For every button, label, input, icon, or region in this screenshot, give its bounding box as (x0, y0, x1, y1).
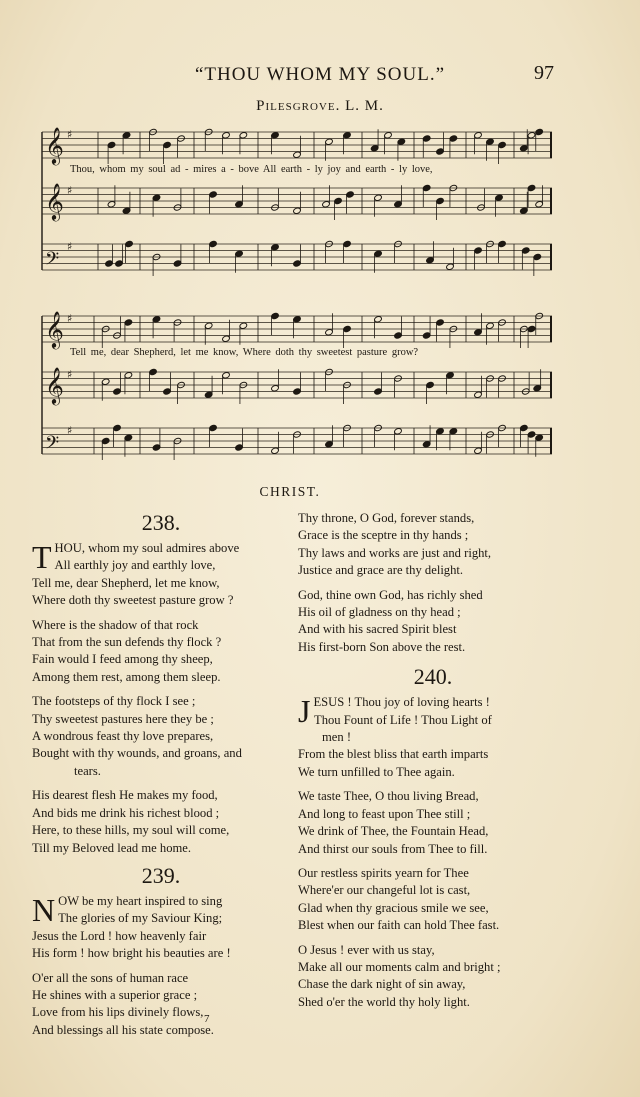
clef-icon: 𝄞 (45, 182, 64, 220)
note-head (535, 434, 544, 441)
note-head (436, 319, 445, 326)
verse-line: tears. (74, 763, 101, 778)
section-heading: CHRIST. (259, 484, 321, 499)
note-head (235, 250, 244, 257)
note-head (152, 444, 161, 451)
note-head (149, 368, 158, 375)
note-head (449, 428, 458, 435)
verse-line: O'er all the sons of human race (32, 970, 189, 985)
hymn-number: 240. (413, 664, 453, 690)
note-head (271, 312, 280, 319)
note-head (370, 145, 379, 152)
verse-line: ESUS ! Thou joy of loving hearts ! (313, 695, 490, 710)
verse-line: We taste Thee, O thou living Bread, (298, 789, 479, 804)
note-head (436, 197, 445, 204)
verse-line: Thy throne, O God, forever stands, (298, 511, 475, 525)
verse-line: And long to feast upon Thee still ; (298, 806, 471, 821)
note-head (436, 148, 445, 155)
note-head (346, 191, 355, 198)
verse-line: God, thine own God, has richly shed (298, 587, 483, 602)
verse-line: The footsteps of thy flock I see ; (32, 694, 196, 709)
signature-mark: 7 (204, 1013, 210, 1025)
tune-title (0, 98, 640, 115)
verse-line: He shines with a superior grace ; (32, 987, 198, 1002)
note-head (374, 388, 383, 395)
note-head (325, 329, 334, 336)
lyrics-system-1: Thou, whom my soul ad - mires a - bove All earth - ly joy and earth - ly love, (70, 164, 433, 175)
key-signature-icon: ♯ (67, 239, 73, 253)
verse-line: His form ! how bright his beauties are ! (32, 946, 231, 961)
note-head (239, 132, 248, 139)
verse-line: Where'er our changeful lot is cast, (298, 883, 471, 898)
note-head (115, 260, 124, 267)
lyrics-system-2: Tell me, dear Shepherd, let me know, Where doth thy sweetest pasture grow? (70, 347, 419, 358)
drop-initial: J (298, 693, 311, 730)
note-head (474, 391, 483, 398)
verse-line: O Jesus ! ever with us stay, (298, 942, 435, 957)
note-head (521, 247, 530, 254)
note-head (486, 138, 495, 145)
verse-line: Among them rest, among them sleep. (32, 669, 221, 684)
verse-line: And blessings all his state compose. (32, 1022, 214, 1037)
verse-line: We turn unfilled to Thee again. (298, 764, 455, 779)
hymn-238 (32, 510, 290, 857)
note-head (204, 322, 213, 329)
right-column (298, 510, 568, 1011)
note-head (122, 132, 131, 139)
note-head (122, 207, 131, 214)
verse-line: Make all our moments calm and bright ; (298, 959, 501, 974)
page-number: 97 (534, 62, 554, 84)
verse-line: Thy laws and works are just and right, (298, 545, 492, 560)
hymn-240 (298, 664, 568, 1011)
key-signature-icon: ♯ (67, 127, 73, 141)
note-head (535, 201, 544, 208)
verse-line: Fain would I feed among thy sheep, (32, 652, 213, 667)
note-head (271, 132, 280, 139)
note-head (520, 145, 529, 152)
left-column (32, 508, 290, 1039)
verse-line: Shed o'er the world thy holy light. (298, 994, 470, 1009)
verse-line: The glories of my Saviour King; (58, 911, 223, 926)
verse-line: His dearest flesh He makes my food, (32, 788, 218, 803)
note-head (520, 207, 529, 214)
note-head (394, 428, 403, 435)
verse-line: Jesus the Lord ! how heavenly fair (32, 928, 207, 943)
note-head (173, 260, 182, 267)
note-head (449, 135, 458, 142)
note-head (474, 447, 483, 454)
verse-line: A wondrous feast thy love prepares, (32, 729, 214, 744)
clef-icon: 𝄞 (45, 366, 64, 404)
note-head (394, 201, 403, 208)
note-head (222, 335, 231, 342)
verse-line: Thou Fount of Life ! Thou Light of (314, 712, 492, 727)
note-head (293, 260, 302, 267)
note-head (293, 316, 302, 323)
note-head (343, 132, 352, 139)
note-head (222, 372, 231, 379)
tune-name: Pilesgrove. (256, 98, 341, 114)
music-system-2 (36, 308, 554, 468)
verse-line: We drink of Thee, the Fountain Head, (298, 824, 489, 839)
note-head (533, 253, 542, 260)
note-head (105, 260, 114, 267)
note-head (498, 240, 507, 247)
note-head (204, 391, 213, 398)
verse-line: men ! (322, 730, 352, 745)
note-head (527, 325, 536, 332)
note-head (334, 197, 343, 204)
verse-line: That from the sun defends thy flock ? (32, 635, 222, 650)
note-head (124, 319, 133, 326)
note-head (533, 385, 542, 392)
verse-line: His first-born Son above the rest. (298, 639, 466, 654)
note-head (474, 132, 483, 139)
clef-icon: 𝄞 (45, 310, 64, 348)
note-head (422, 441, 431, 448)
key-signature-icon: ♯ (67, 183, 73, 197)
verse-line: And bids me drink his richest blood ; (32, 805, 220, 820)
note-head (101, 378, 110, 385)
note-head (422, 184, 431, 191)
hymn-239-continued (298, 510, 568, 656)
verse-line: Where doth thy sweetest pasture grow ? (32, 593, 234, 608)
verse-line: Grace is the sceptre in thy hands ; (298, 528, 469, 543)
note-head (374, 250, 383, 257)
note-head (124, 434, 133, 441)
note-head (107, 141, 116, 148)
note-head (113, 388, 122, 395)
note-head (125, 240, 134, 247)
verse-line: From the blest bliss that earth imparts (298, 747, 489, 762)
verse-line: Tell me, dear Shepherd, let me know, (32, 575, 220, 590)
note-head (293, 388, 302, 395)
note-head (474, 247, 483, 254)
hymn-number: 239. (141, 862, 181, 888)
key-signature-icon: ♯ (67, 423, 73, 437)
note-head (343, 240, 352, 247)
note-head (209, 424, 218, 431)
note-head (527, 132, 536, 139)
note-head (422, 135, 431, 142)
drop-initial: T (32, 539, 52, 575)
verse-line: Bought with thy wounds, and groans, and (32, 746, 242, 761)
note-head (209, 240, 218, 247)
clef-icon: 𝄞 (45, 126, 64, 164)
note-head (527, 184, 536, 191)
note-head (343, 325, 352, 332)
verse-line: Love from his lips divinely flows, (32, 1005, 204, 1020)
hymn-239 (32, 863, 290, 1039)
verse-line: HOU, whom my soul admires above (54, 541, 240, 555)
note-head (325, 138, 334, 145)
note-head (235, 444, 244, 451)
tune-meter: L. M. (345, 98, 384, 114)
verse-line: Our restless spirits yearn for Thee (298, 865, 469, 880)
note-head (474, 329, 483, 336)
note-head (322, 201, 331, 208)
verse-line: Justice and grace are thy delight. (298, 563, 464, 578)
note-head (446, 263, 455, 270)
verse-line: Thy sweetest pastures here they be ; (32, 711, 214, 726)
note-head (235, 201, 244, 208)
note-head (374, 316, 383, 323)
note-head (293, 207, 302, 214)
note-head (426, 381, 435, 388)
note-head (113, 424, 122, 431)
key-signature-icon: ♯ (67, 311, 73, 325)
note-head (293, 151, 302, 158)
note-head (495, 194, 504, 201)
note-head (535, 128, 544, 135)
verse-line: Blest when our faith can hold Thee fast. (298, 918, 500, 933)
verse-line: Chase the dark night of sin away, (298, 977, 466, 992)
note-head (163, 388, 172, 395)
verse-line: Till my Beloved lead me home. (32, 840, 192, 855)
running-header: “THOU WHOM MY SOUL.” (194, 64, 446, 85)
note-head (384, 132, 393, 139)
verse-line: And with his sacred Spirit blest (298, 622, 457, 637)
key-signature-icon: ♯ (67, 367, 73, 381)
note-head (271, 447, 280, 454)
note-head (426, 257, 435, 264)
verse-line: Here, to these hills, my soul will come, (32, 823, 230, 838)
note-head (222, 132, 231, 139)
note-head (422, 332, 431, 339)
note-head (271, 385, 280, 392)
note-head (325, 441, 334, 448)
clef-icon: 𝄢 (45, 249, 60, 274)
note-head (107, 201, 116, 208)
verse-line: OW be my heart inspired to sing (58, 893, 223, 908)
note-head (446, 372, 455, 379)
note-head (152, 316, 161, 323)
verse-line: All earthly joy and earthly love, (54, 558, 216, 573)
verse-line: His oil of gladness on thy head ; (298, 605, 461, 620)
note-head (152, 194, 161, 201)
note-head (239, 322, 248, 329)
note-head (374, 194, 383, 201)
note-head (520, 424, 529, 431)
verse-line: And thirst our souls from Thee to fill. (298, 841, 488, 856)
verse-line: Where is the shadow of that rock (32, 617, 199, 632)
note-head (436, 428, 445, 435)
drop-initial: N (32, 891, 56, 928)
note-head (163, 141, 172, 148)
note-head (486, 322, 495, 329)
note-head (394, 332, 403, 339)
verse-line: Glad when thy gracious smile we see, (298, 900, 489, 915)
note-head (527, 431, 536, 438)
note-head (271, 244, 280, 251)
note-head (209, 191, 218, 198)
music-system-1 (36, 120, 554, 280)
note-head (124, 372, 133, 379)
clef-icon: 𝄢 (45, 433, 60, 458)
note-head (101, 437, 110, 444)
hymn-number: 238. (141, 510, 181, 535)
note-head (397, 138, 406, 145)
note-head (498, 141, 507, 148)
